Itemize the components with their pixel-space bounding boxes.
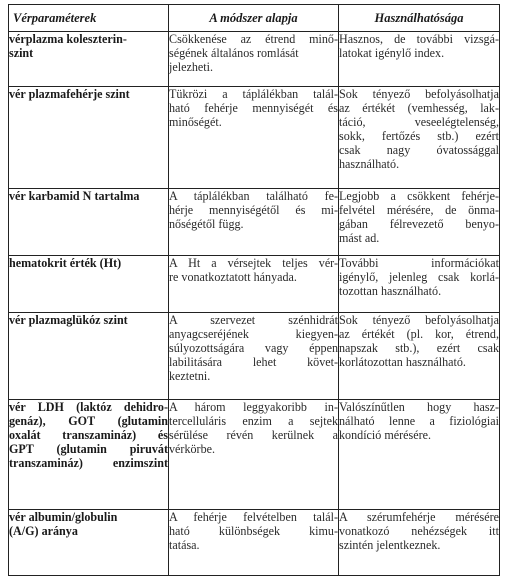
method-basis-text-line: labilitására lehet követ- [169,355,338,370]
usability-text-line: igénylő, jelenleg csak korlá- [339,270,499,285]
method-basis-text-line: ható fehérje mennyiségét és [169,101,338,116]
method-basis-text-line: A szervezet szénhidrát [169,313,338,327]
usability-text-line: Hasznos, de további vizsgá- [339,32,499,46]
parameter-cell [9,189,169,256]
method-basis-text-line: Csökkenése az étrend minő- [169,32,338,46]
parameter-cell [9,400,169,510]
method-basis-text-line: A Ht a vérsejtek teljes vér- [169,256,338,270]
usability-text-line: Sok tényező befolyásolhatja [339,87,499,101]
usability-text-line: Sok tényező befolyásolhatja [339,313,499,327]
usability-cell [339,510,500,576]
method-basis-cell [169,189,339,256]
table-row [9,32,500,87]
parameter-text-line: oxalát transzamináz) és [9,428,168,443]
usability-text-line: az értékét (vemhesség, lak- [339,101,499,116]
header-usability: Használhatósága [339,5,500,32]
usability-text-line: nálható lenne a fiziológiai [339,414,499,429]
usability-text-line: vonatkozó nehézségek itt [339,524,499,539]
method-basis-text-line: anyagcseréjének kiegyen- [169,327,338,342]
method-basis-text-line: A fehérje felvételben talál- [169,510,338,524]
parameter-text-line: vérplazma koleszterin- [9,32,127,46]
usability-cell [339,400,500,510]
usability-text-line: A szérumfehérje mérésére [339,510,499,524]
method-basis-text-line: minőségét. [169,115,222,130]
parameter-cell [9,313,169,400]
parameter-text-line: GPT (glutamin piruvát [9,442,168,457]
usability-text-line: csak nagy óvatossággal [339,143,499,158]
table-body [9,32,500,576]
parameter-cell [9,510,169,576]
header-method-basis: A módszer alapja [169,5,339,32]
method-basis-cell [169,510,339,576]
usability-text-line: az értékét (pl. kor, étrend, [339,327,499,342]
method-basis-cell [169,87,339,189]
table-row [9,400,500,510]
header-parameters: Vérparaméterek [9,5,169,32]
blood-parameters-table [8,4,500,576]
usability-cell [339,256,500,313]
method-basis-text-line: A táplálékban található fe- [169,189,338,203]
parameter-text-line: vér albumin/globulin [9,510,118,524]
method-basis-text-line: hérje mennyiségétől és mi- [169,203,338,218]
usability-cell [339,189,500,256]
parameter-text-line: vér plazmaglükóz szint [9,313,128,327]
method-basis-cell [169,256,339,313]
usability-text-line: tozottan használható. [339,284,442,299]
method-basis-text-line: keztetni. [169,369,211,384]
table-header-row [9,5,500,32]
parameter-text-line: vér plazmafehérje szint [9,87,130,101]
usability-text-line: felvétel mérésére, de önma- [339,203,499,218]
usability-text-line: mást ad. [339,231,380,246]
usability-text-line: kondíció mérésére. [339,428,432,443]
method-basis-cell [169,400,339,510]
parameter-text-line: vér karbamid N tartalma [9,189,140,203]
table-row [9,189,500,256]
usability-text-line: használható. [339,157,400,172]
method-basis-text-line: A három leggyakoribb in- [169,400,338,414]
table-row [9,87,500,189]
usability-text-line: Valószínűtlen hogy hasz- [339,400,499,414]
usability-text-line: További információkat [339,256,499,270]
usability-cell [339,313,500,400]
usability-text-line: gában félrevezető benyo- [339,217,499,232]
method-basis-text-line: nőségétől függ. [169,217,244,232]
method-basis-text-line: súlyozottságára vagy éppen [169,341,338,356]
method-basis-text-line: ható különbségek kimu- [169,524,338,539]
parameter-text-line: hematokrit érték (Ht) [9,256,122,270]
usability-text-line: napszak stb.), ezért csak [339,341,499,356]
method-basis-text-line: re vonatkoztatott hányada. [169,270,297,285]
method-basis-text-line: Tükrözi a táplálékban talál- [169,87,338,101]
parameter-text-line: genáz), GOT (glutamin [9,414,168,429]
parameter-text-line: (A/G) aránya [9,524,78,539]
method-basis-cell [169,313,339,400]
parameter-cell [9,256,169,313]
document-page [8,4,499,576]
method-basis-text-line: ségének általános romlását [169,46,299,61]
usability-cell [339,32,500,87]
usability-text-line: korlátozottan használható. [339,355,466,370]
table-row [9,256,500,313]
method-basis-text-line: tercelluláris enzim a sejtek [169,414,338,429]
usability-text-line: sokk, fertőzés stb.) ezért [339,129,499,144]
parameter-text-line: szint [9,46,34,61]
usability-cell [339,87,500,189]
method-basis-text-line: vérkörbe. [169,442,216,457]
usability-text-line: táció, veseelégtelenség, [339,115,499,130]
method-basis-cell [169,32,339,87]
table-row [9,313,500,400]
usability-text-line: Legjobb a csökkent fehérje- [339,189,499,203]
parameter-cell [9,87,169,189]
usability-text-line: latokat igénylő index. [339,46,445,61]
parameter-text-line: transzamináz) enzimszint [9,456,168,471]
method-basis-text-line: jelezheti. [169,60,213,75]
table-row [9,510,500,576]
method-basis-text-line: sérülése révén kerülnek a [169,428,338,443]
method-basis-text-line: tatása. [169,538,200,553]
parameter-cell [9,32,169,87]
parameter-text-line: vér LDH (laktóz dehidro- [9,400,168,414]
usability-text-line: szintén jelentkeznek. [339,538,441,553]
